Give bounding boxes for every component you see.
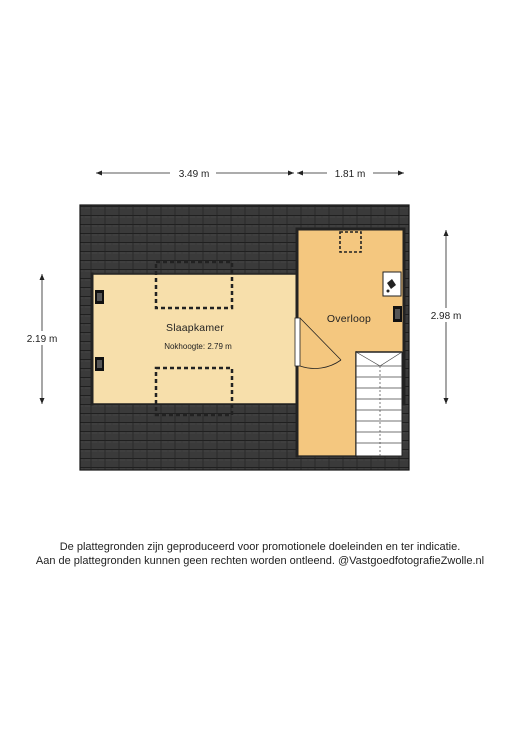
dimension-label-top-left: 3.49 m [178, 169, 210, 180]
window-left-top [95, 290, 104, 304]
dimension-label-left: 2.19 m [26, 334, 58, 345]
dimension-label-right: 2.98 m [430, 311, 462, 322]
disclaimer-line-1: De plattegronden zijn geproduceerd voor promotionele doeleinden en ter indicatie. [59, 541, 461, 553]
room-slaapkamer [92, 274, 297, 404]
dimension-top-right [297, 166, 404, 180]
dimension-top-left [96, 166, 294, 180]
window-right [393, 306, 402, 322]
boiler-icon [383, 272, 401, 296]
staircase [356, 352, 402, 456]
dimension-left [20, 274, 64, 404]
room-ceiling-height: Nokhoogte: 2.79 m [164, 342, 232, 351]
dimension-right [424, 230, 468, 404]
room-label-overloop: Overloop [326, 313, 372, 325]
disclaimer-line-2: Aan de plattegronden kunnen geen rechten worden ontleend. @VastgoedfotografieZwolle.nl [35, 555, 485, 567]
window-left-bottom [95, 357, 104, 371]
room-label-slaapkamer: Slaapkamer [165, 322, 225, 334]
disclaimer [0, 540, 520, 568]
dimension-label-top-right: 1.81 m [334, 169, 366, 180]
